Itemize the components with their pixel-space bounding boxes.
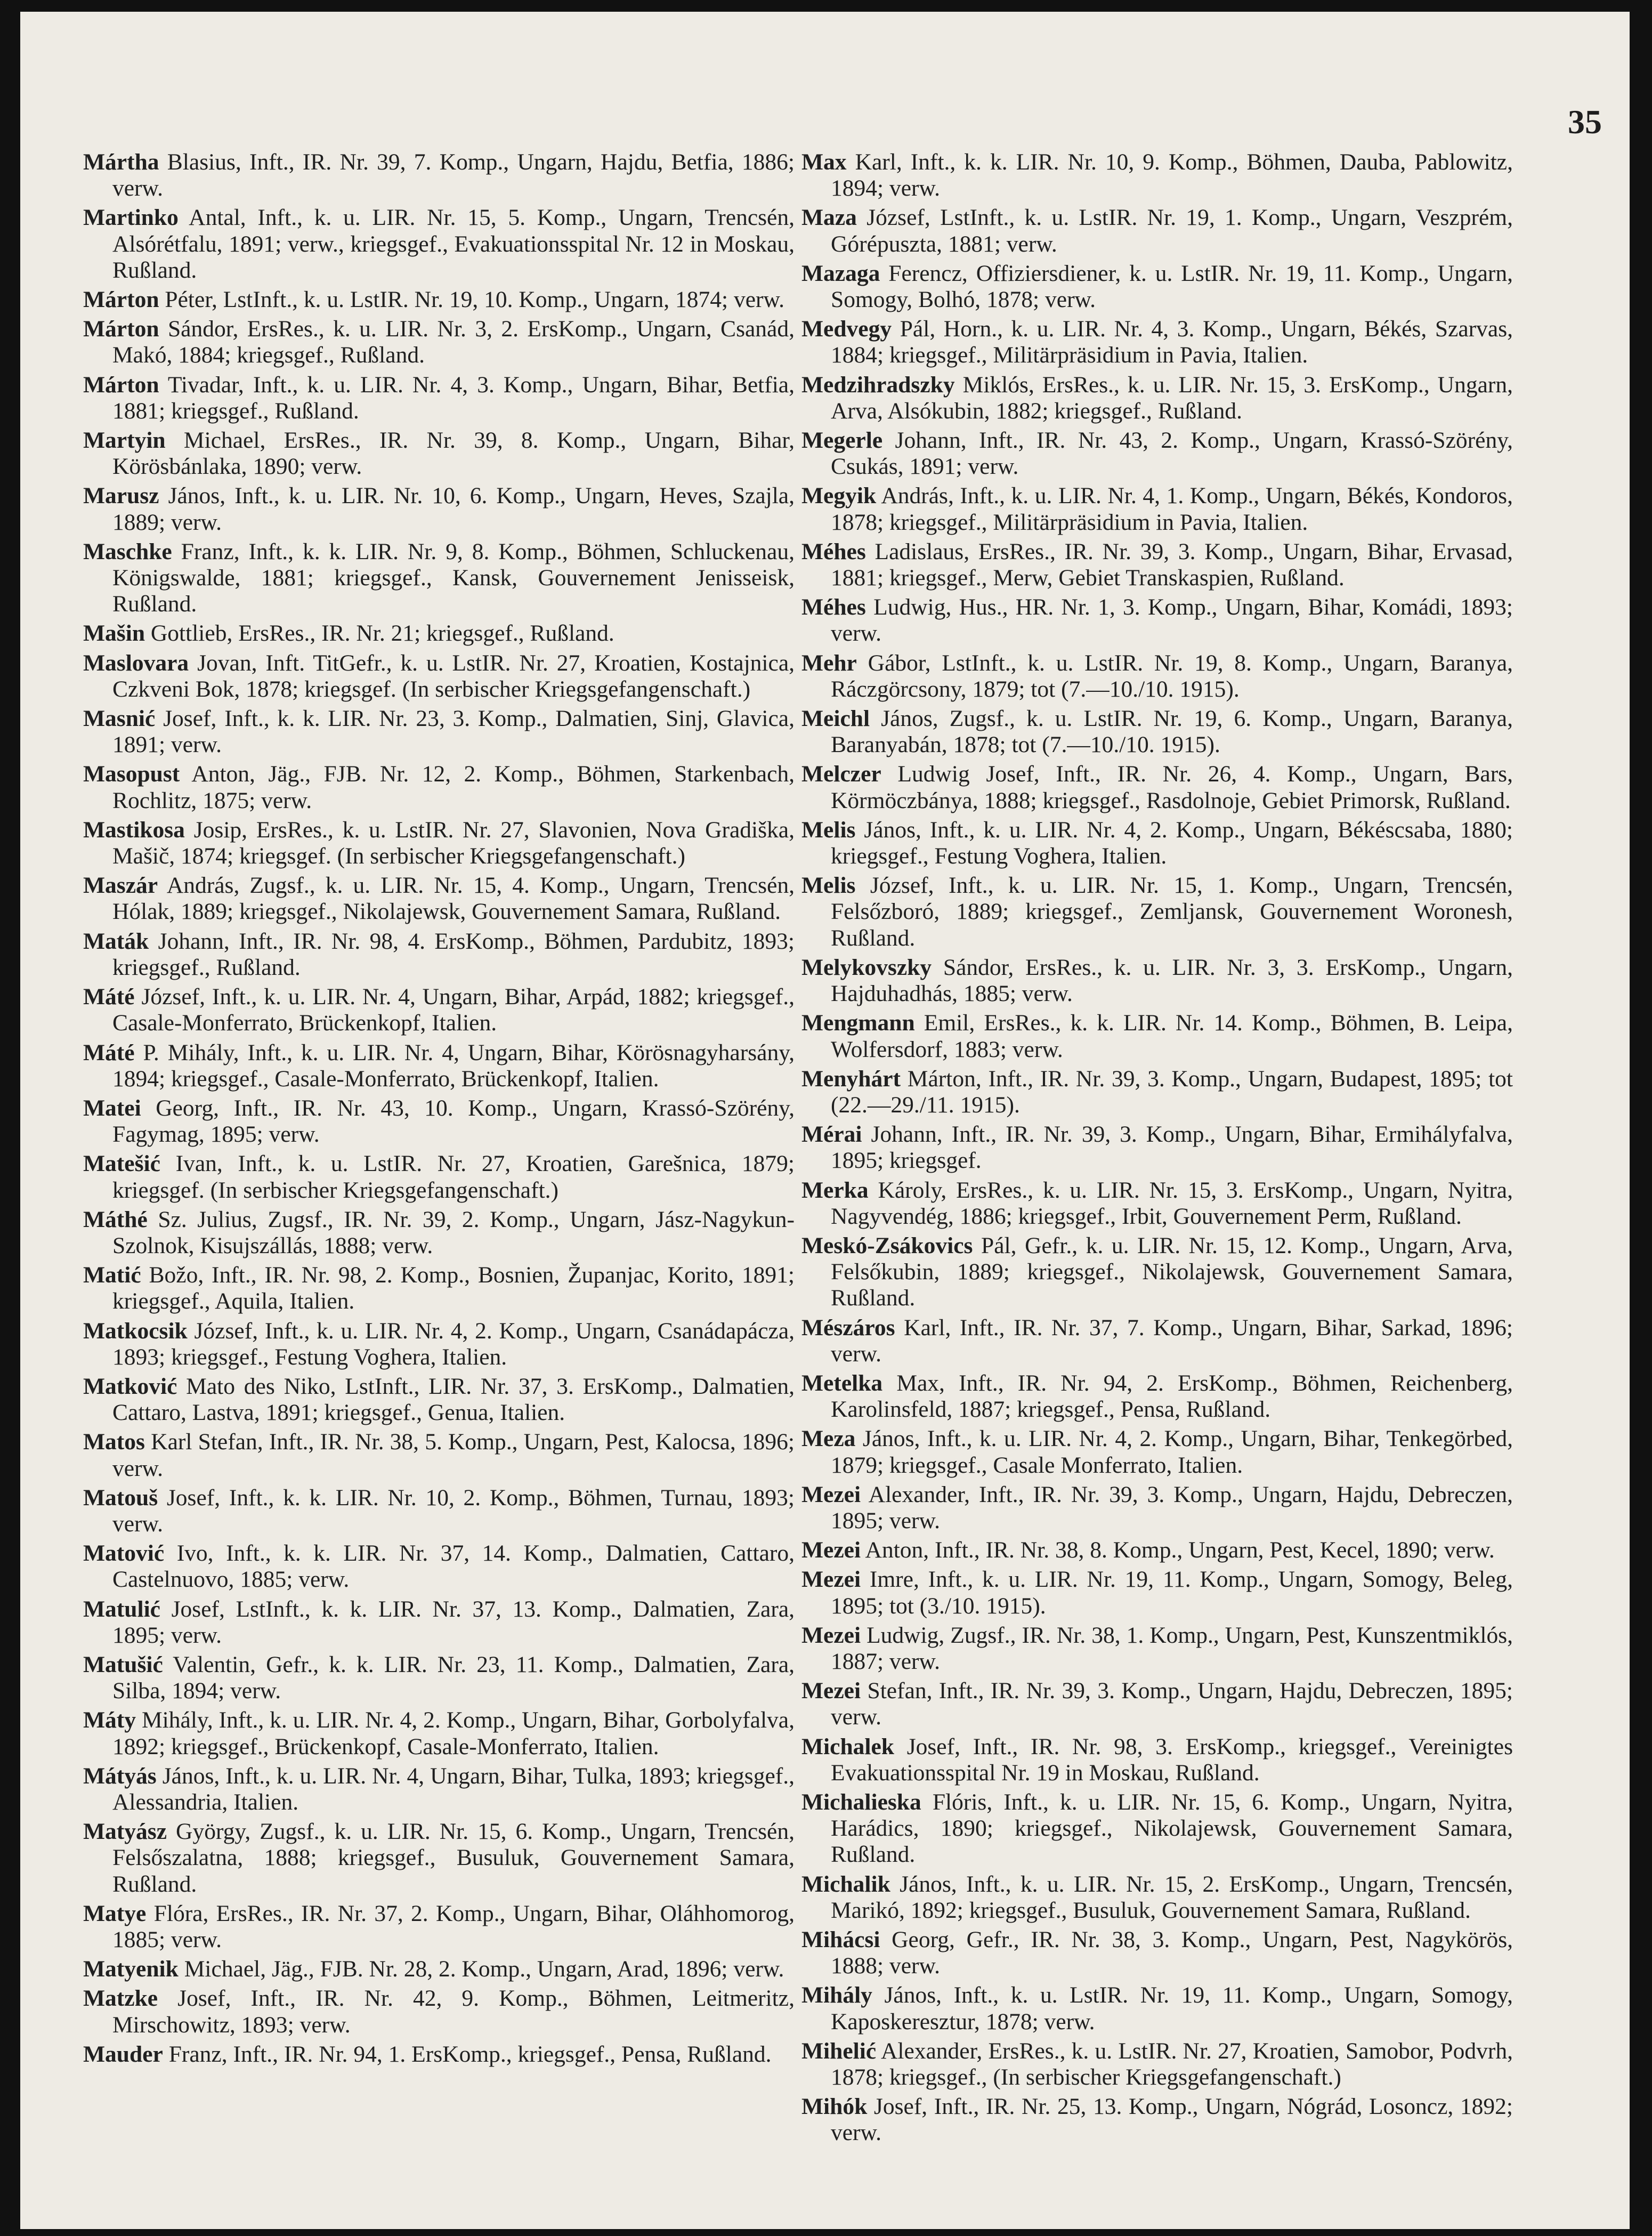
entry-surname: Máté [83, 984, 135, 1010]
entry-details: Max, Inft., IR. Nr. 94, 2. ErsKomp., Böhmen, Reichenberg, Karolinsfeld, 1887; kriegsgef., Pensa, Rußland. [831, 1370, 1513, 1423]
list-item [83, 620, 795, 647]
entry-details: Georg, Inft., IR. Nr. 43, 10. Komp., Ungarn, Krassó-Szörény, Fagymag, 1895; verw. [112, 1095, 795, 1148]
entry-surname: Mihók [801, 2094, 868, 2120]
list-item [801, 706, 1513, 758]
list-item [83, 1040, 795, 1092]
list-item [83, 1485, 795, 1537]
entry-surname: Megerle [801, 427, 883, 454]
entry-details: János, Zugsf., k. u. LstIR. Nr. 19, 6. Komp., Ungarn, Baranya, Baranyabán, 1878; tot (7.—10./10. 1915). [831, 706, 1513, 758]
list-item [801, 1537, 1513, 1563]
left-column [83, 149, 795, 2071]
list-item [83, 1429, 795, 1481]
entry-details: Sándor, ErsRes., k. u. LIR. Nr. 3, 2. ErsKomp., Ungarn, Csanád, Makó, 1884; kriegsgef., Rußland. [112, 316, 795, 368]
entry-details: Ludwig Josef, Inft., IR. Nr. 26, 4. Komp., Ungarn, Bars, Körmöczbánya, 1888; kriegsgef., Rasdolnoje, Gebiet Primorsk, Rußland. [831, 761, 1513, 813]
entry-surname: Mátyás [83, 1763, 157, 1789]
entry-surname: Maták [83, 928, 149, 954]
entry-surname: Matušić [83, 1651, 163, 1677]
entry-surname: Márton [83, 372, 159, 398]
list-item [83, 1374, 795, 1426]
entry-details: András, Zugsf., k. u. LIR. Nr. 15, 4. Komp., Ungarn, Trencsén, Hólak, 1889; kriegsgef., Nikolajewsk, Gouvernement Samara, Rußland. [112, 873, 795, 925]
entry-details: Sz. Julius, Zugsf., IR. Nr. 39, 2. Komp., Ungarn, Jász-Nagykun-Szolnok, Kisujszállás, 1888; verw. [112, 1206, 795, 1258]
list-item [83, 1985, 795, 2038]
list-item [801, 1315, 1513, 1367]
list-item [801, 539, 1513, 591]
list-item [83, 1652, 795, 1704]
entry-surname: Masopust [83, 761, 180, 787]
entry-details: András, Inft., k. u. LIR. Nr. 4, 1. Komp., Ungarn, Békés, Kondoros, 1878; kriegsgef., Militärpräsidium in Pavia, Italien. [831, 483, 1513, 535]
entry-surname: Melis [801, 817, 856, 843]
entry-surname: Melykovszky [801, 954, 932, 980]
entry-details: Gábor, LstInft., k. u. LstIR. Nr. 19, 8. Komp., Ungarn, Baranya, Ráczgörcsony, 1879; tot (7.—10./10. 1915). [831, 650, 1513, 702]
list-item [801, 1622, 1513, 1675]
entry-surname: Medzihradszky [801, 372, 955, 398]
entry-surname: Matyenik [83, 1956, 179, 1982]
entry-details: Josef, Inft., IR. Nr. 25, 13. Komp., Ungarn, Nógrád, Losoncz, 1892; verw. [831, 2094, 1513, 2146]
entry-details: Franz, Inft., IR. Nr. 94, 1. ErsKomp., kriegsgef., Pensa, Rußland. [163, 2041, 772, 2067]
list-item [83, 1095, 795, 1148]
entry-surname: Meza [801, 1426, 856, 1452]
list-item [83, 2041, 795, 2068]
entry-details: Márton, Inft., IR. Nr. 39, 3. Komp., Ungarn, Budapest, 1895; tot (22.—29./11. 1915). [831, 1065, 1513, 1118]
entry-surname: Matović [83, 1540, 165, 1567]
entry-details: Flóra, ErsRes., IR. Nr. 37, 2. Komp., Ungarn, Bihar, Oláhhomorog, 1885; verw. [112, 1900, 795, 1952]
list-item [801, 205, 1513, 257]
entry-details: Karl Stefan, Inft., IR. Nr. 38, 5. Komp., Ungarn, Pest, Kalocsa, 1896; verw. [112, 1429, 795, 1481]
entry-surname: Méhes [801, 594, 866, 620]
list-item [83, 650, 795, 703]
list-item [801, 955, 1513, 1007]
list-item [83, 1151, 795, 1203]
entry-details: János, Inft., k. u. LIR. Nr. 10, 6. Komp., Ungarn, Heves, Szajla, 1889; verw. [112, 483, 795, 535]
entry-surname: Mihácsi [801, 1927, 880, 1952]
entry-details: József, Inft., k. u. LIR. Nr. 4, Ungarn, Bihar, Arpád, 1882; kriegsgef., Casale-Monferrato, Brückenkopf, Italien. [112, 984, 795, 1036]
list-item [83, 761, 795, 813]
list-item [83, 929, 795, 981]
list-item [83, 1763, 795, 1815]
entry-surname: Michalik [801, 1871, 890, 1897]
entry-surname: Mezei [801, 1567, 861, 1593]
list-item [801, 873, 1513, 951]
list-item [83, 427, 795, 480]
list-item [801, 1370, 1513, 1423]
entry-surname: Medvegy [801, 316, 892, 342]
list-item [83, 205, 795, 284]
entry-details: József, Inft., k. u. LIR. Nr. 4, 2. Komp., Ungarn, Csanádapácza, 1893; kriegsgef., Festung Voghera, Italien. [112, 1318, 795, 1370]
entry-details: Ivo, Inft., k. k. LIR. Nr. 37, 14. Komp., Dalmatien, Cattaro, Castelnuovo, 1885; verw. [112, 1540, 795, 1593]
entry-details: Franz, Inft., k. k. LIR. Nr. 9, 8. Komp., Böhmen, Schluckenau, Königswalde, 1881; kriegsgef., Kansk, Gouvernement Jenisseisk, Rußland. [112, 538, 795, 617]
list-item [801, 594, 1513, 647]
list-item [83, 372, 795, 424]
entry-details: Gottlieb, ErsRes., IR. Nr. 21; kriegsgef., Rußland. [145, 620, 614, 647]
right-column [801, 149, 1513, 2150]
list-item [83, 1262, 795, 1314]
document-page [20, 12, 1630, 2229]
entry-surname: Matos [83, 1429, 145, 1455]
entry-surname: Metelka [801, 1370, 883, 1396]
list-item [801, 650, 1513, 703]
entry-surname: Michalieska [801, 1789, 921, 1815]
entry-details: Josef, Inft., IR. Nr. 98, 3. ErsKomp., kriegsgef., Vereinigtes Evakuationsspital Nr. 19 in Moskau, Rußland. [831, 1733, 1513, 1786]
list-item [83, 873, 795, 925]
entry-details: Stefan, Inft., IR. Nr. 39, 3. Komp., Ungarn, Hajdu, Debreczen, 1895; verw. [831, 1678, 1513, 1730]
entry-details: Anton, Inft., IR. Nr. 38, 8. Komp., Ungarn, Pest, Kecel, 1890; verw. [861, 1537, 1495, 1563]
entry-surname: Mezei [801, 1537, 861, 1563]
entry-details: Johann, Inft., IR. Nr. 39, 3. Komp., Ungarn, Bihar, Ermihályfalva, 1895; kriegsgef. [831, 1121, 1513, 1174]
entry-details: Emil, ErsRes., k. k. LIR. Nr. 14. Komp., Böhmen, B. Leipa, Wolfersdorf, 1883; verw. [831, 1010, 1513, 1062]
entry-details: János, Inft., k. u. LstIR. Nr. 19, 11. Komp., Ungarn, Somogy, Kaposkeresztur, 1878; verw. [831, 1982, 1513, 2035]
list-item [801, 1233, 1513, 1312]
entry-surname: Maza [801, 205, 857, 231]
entry-details: Ludwig, Hus., HR. Nr. 1, 3. Komp., Ungarn, Bihar, Komádi, 1893; verw. [831, 594, 1513, 647]
list-item [801, 1066, 1513, 1118]
entry-surname: Méhes [801, 538, 866, 564]
entry-surname: Mauder [83, 2041, 163, 2067]
entry-details: Ludwig, Zugsf., IR. Nr. 38, 1. Komp., Ungarn, Pest, Kunszentmiklós, 1887; verw. [831, 1622, 1513, 1674]
entry-surname: Márton [83, 316, 159, 342]
list-item [83, 984, 795, 1036]
list-item [83, 539, 795, 618]
list-item [83, 706, 795, 758]
list-item [83, 316, 795, 368]
entry-surname: Matei [83, 1095, 141, 1121]
entry-surname: Máté [83, 1039, 135, 1065]
entry-details: P. Mihály, Inft., k. u. LIR. Nr. 4, Ungarn, Bihar, Körösnagyharsány, 1894; kriegsgef., Casale-Monferrato, Brückenkopf, Italien. [112, 1039, 795, 1092]
list-item [83, 1956, 795, 1982]
list-item [801, 1482, 1513, 1534]
entry-surname: Mészáros [801, 1314, 895, 1341]
list-item [801, 1567, 1513, 1619]
list-item [83, 1596, 795, 1649]
entry-details: Ladislaus, ErsRes., IR. Nr. 39, 3. Komp., Ungarn, Bihar, Ervasad, 1881; kriegsgef., Merw, Gebiet Transkaspien, Rußland. [831, 538, 1513, 591]
entry-details: János, Inft., k. u. LIR. Nr. 15, 2. ErsKomp., Ungarn, Trencsén, Marikó, 1892; kriegsgef., Busuluk, Gouvernement Samara, Rußland. [831, 1871, 1513, 1923]
entry-details: Karl, Inft., k. k. LIR. Nr. 10, 9. Komp., Böhmen, Dauba, Pablowitz, 1894; verw. [831, 149, 1513, 201]
list-item [801, 1177, 1513, 1230]
entry-details: Josef, Inft., IR. Nr. 42, 9. Komp., Böhmen, Leitmeritz, Mirschowitz, 1893; verw. [112, 1985, 795, 2038]
entry-details: Josip, ErsRes., k. u. LstIR. Nr. 27, Slavonien, Nova Gradiška, Mašič, 1874; kriegsgef. (In serbischer Kriegsgefangenschaft.) [112, 817, 795, 869]
entry-details: Karl, Inft., IR. Nr. 37, 7. Komp., Ungarn, Bihar, Sarkad, 1896; verw. [831, 1314, 1513, 1367]
list-item [801, 1426, 1513, 1478]
entry-surname: Merka [801, 1177, 869, 1203]
entry-details: Tivadar, Inft., k. u. LIR. Nr. 4, 3. Komp., Ungarn, Bihar, Betfia, 1881; kriegsgef., Rußland. [112, 372, 795, 424]
entry-details: Imre, Inft., k. u. LIR. Nr. 19, 11. Komp., Ungarn, Somogy, Beleg, 1895; tot (3./10. 1915). [831, 1567, 1513, 1619]
entry-details: Josef, LstInft., k. k. LIR. Nr. 37, 13. Komp., Dalmatien, Zara, 1895; verw. [112, 1596, 795, 1648]
entry-surname: Meskó-Zsákovics [801, 1232, 973, 1258]
list-item [801, 1871, 1513, 1924]
entry-surname: Matković [83, 1373, 177, 1399]
entry-surname: Mezei [801, 1622, 861, 1648]
entry-details: János, Inft., k. u. LIR. Nr. 4, Ungarn, Bihar, Tulka, 1893; kriegsgef., Alessandria, Italien. [112, 1763, 795, 1815]
entry-surname: Máthé [83, 1206, 148, 1232]
entry-details: János, Inft., k. u. LIR. Nr. 4, 2. Komp., Ungarn, Bihar, Tenkegörbed, 1879; kriegsgef., Casale Monferrato, Italien. [831, 1426, 1513, 1478]
entry-surname: Melczer [801, 761, 881, 787]
list-item [801, 2094, 1513, 2146]
entry-surname: Mihelić [801, 2038, 877, 2064]
entry-details: Mihály, Inft., k. u. LIR. Nr. 4, 2. Komp., Ungarn, Bihar, Gorbolyfalva, 1892; kriegsgef., Brückenkopf, Casale-Monferrato, Italien. [112, 1707, 795, 1759]
entry-details: Josef, Inft., k. k. LIR. Nr. 23, 3. Komp., Dalmatien, Sinj, Glavica, 1891; verw. [112, 706, 795, 758]
entry-surname: Márton [83, 287, 159, 313]
list-item [83, 149, 795, 201]
entry-details: Pál, Gefr., k. u. LIR. Nr. 15, 12. Komp., Ungarn, Arva, Felsőkubin, 1889; kriegsgef., Nikolajewsk, Gouvernement Samara, Rußland. [831, 1232, 1513, 1311]
entry-details: Anton, Jäg., FJB. Nr. 12, 2. Komp., Böhmen, Starkenbach, Rochlitz, 1875; verw. [112, 761, 795, 813]
list-item [83, 1819, 795, 1898]
entry-surname: Mezei [801, 1678, 861, 1704]
entry-details: Johann, Inft., IR. Nr. 98, 4. ErsKomp., Böhmen, Pardubitz, 1893; kriegsgef., Rußland. [112, 928, 795, 980]
list-item [83, 1540, 795, 1593]
entry-details: Miklós, ErsRes., k. u. LIR. Nr. 15, 3. ErsKomp., Ungarn, Arva, Alsókubin, 1882; kriegsgef., Rußland. [831, 372, 1513, 424]
list-item [83, 483, 795, 535]
entry-surname: Matye [83, 1900, 147, 1926]
entry-surname: Maschke [83, 538, 172, 564]
list-item [801, 1982, 1513, 2035]
entry-surname: Matkocsik [83, 1318, 188, 1344]
entry-surname: Maszár [83, 873, 158, 899]
entry-details: Jovan, Inft. TitGefr., k. u. LstIR. Nr. 27, Kroatien, Kostajnica, Czkveni Bok, 1878; kriegsgef. (In serbischer Kriegsgefangenschaft.) [112, 650, 795, 702]
entry-surname: Meichl [801, 706, 870, 732]
page-number: 35 [1568, 103, 1602, 141]
entry-details: Valentin, Gefr., k. k. LIR. Nr. 23, 11. Komp., Dalmatien, Zara, Silba, 1894; verw. [112, 1651, 795, 1704]
entry-surname: Melis [801, 873, 856, 899]
entry-surname: Masnić [83, 706, 156, 732]
list-item [83, 1318, 795, 1370]
entry-details: György, Zugsf., k. u. LIR. Nr. 15, 6. Komp., Ungarn, Trencsén, Felsőszalatna, 1888; kriegsgef., Busuluk, Gouvernement Samara, Rußland. [112, 1819, 795, 1897]
list-item [801, 1927, 1513, 1979]
list-item [801, 1789, 1513, 1868]
entry-surname: Mengmann [801, 1010, 915, 1036]
entry-details: Božo, Inft., IR. Nr. 98, 2. Komp., Bosnien, Županjac, Korito, 1891; kriegsgef., Aquila, Italien. [112, 1262, 795, 1314]
entry-details: Károly, ErsRes., k. u. LIR. Nr. 15, 3. ErsKomp., Ungarn, Nyitra, Nagyvendég, 1886; kriegsgef., Irbit, Gouvernement Perm, Rußland. [831, 1177, 1513, 1229]
entry-surname: Mérai [801, 1121, 862, 1148]
entry-surname: Matić [83, 1262, 141, 1288]
entry-surname: Mastikosa [83, 817, 185, 843]
entry-surname: Megyik [801, 483, 877, 509]
entry-details: József, LstInft., k. u. LstIR. Nr. 19, 1. Komp., Ungarn, Veszprém, Górépuszta, 1881; verw. [831, 205, 1513, 257]
entry-details: Antal, Inft., k. u. LIR. Nr. 15, 5. Komp., Ungarn, Trencsén, Alsórétfalu, 1891; verw., kriegsgef., Evakuationsspital Nr. 12 in Moskau, Rußland. [112, 205, 795, 283]
list-item [801, 427, 1513, 480]
entry-surname: Mezei [801, 1481, 861, 1507]
entry-details: Ferencz, Offiziersdiener, k. u. LstIR. Nr. 19, 11. Komp., Ungarn, Somogy, Bolhó, 1878; verw. [831, 260, 1513, 313]
entry-details: Blasius, Inft., IR. Nr. 39, 7. Komp., Ungarn, Hajdu, Betfia, 1886; verw. [112, 149, 795, 201]
list-item [801, 2038, 1513, 2090]
entry-details: Péter, LstInft., k. u. LstIR. Nr. 19, 10. Komp., Ungarn, 1874; verw. [159, 287, 784, 313]
entry-surname: Mártha [83, 149, 159, 175]
list-item [801, 261, 1513, 313]
entry-details: Pál, Horn., k. u. LIR. Nr. 4, 3. Komp., Ungarn, Békés, Szarvas, 1884; kriegsgef., Militärpräsidium in Pavia, Italien. [831, 316, 1513, 368]
entry-surname: Mazaga [801, 260, 880, 286]
entry-surname: Marusz [83, 483, 159, 509]
list-item [801, 1678, 1513, 1730]
entry-details: Josef, Inft., k. k. LIR. Nr. 10, 2. Komp., Böhmen, Turnau, 1893; verw. [112, 1484, 795, 1537]
list-item [83, 1901, 795, 1953]
entry-surname: Menyhárt [801, 1065, 901, 1092]
list-item [801, 316, 1513, 368]
list-item [83, 1707, 795, 1759]
list-item [801, 1121, 1513, 1174]
entry-details: Flóris, Inft., k. u. LIR. Nr. 15, 6. Komp., Ungarn, Nyitra, Harádics, 1890; kriegsgef., Nikolajewsk, Gouvernement Samara, Rußland. [831, 1789, 1513, 1868]
list-item [801, 1734, 1513, 1786]
entry-details: Ivan, Inft., k. u. LstIR. Nr. 27, Kroatien, Garešnica, 1879; kriegsgef. (In serbischer Kriegsgefangenschaft.) [112, 1151, 795, 1203]
entry-surname: Maslovara [83, 650, 189, 676]
entry-surname: Matyász [83, 1819, 167, 1845]
entry-surname: Max [801, 149, 847, 175]
entry-surname: Matzke [83, 1985, 158, 2012]
entry-details: Michael, ErsRes., IR. Nr. 39, 8. Komp., Ungarn, Bihar, Körösbánlaka, 1890; verw. [112, 427, 795, 480]
list-item [801, 1010, 1513, 1062]
entry-details: Alexander, Inft., IR. Nr. 39, 3. Komp., Ungarn, Hajdu, Debreczen, 1895; verw. [831, 1481, 1513, 1533]
entry-surname: Matešić [83, 1151, 160, 1177]
entry-surname: Matulić [83, 1596, 160, 1622]
entry-details: Johann, Inft., IR. Nr. 43, 2. Komp., Ungarn, Krassó-Szörény, Csukás, 1891; verw. [831, 427, 1513, 480]
entry-surname: Mehr [801, 650, 857, 676]
list-item [83, 1207, 795, 1259]
entry-surname: Michalek [801, 1733, 894, 1759]
list-item [83, 287, 795, 313]
entry-details: Sándor, ErsRes., k. u. LIR. Nr. 3, 3. ErsKomp., Ungarn, Hajduhadhás, 1885; verw. [831, 954, 1513, 1007]
entry-details: János, Inft., k. u. LIR. Nr. 4, 2. Komp., Ungarn, Békéscsaba, 1880; kriegsgef., Festung Voghera, Italien. [831, 817, 1513, 869]
list-item [83, 817, 795, 869]
entry-details: Alexander, ErsRes., k. u. LstIR. Nr. 27, Kroatien, Samobor, Podvrh, 1878; kriegsgef., (In serbischer Kriegsgefangenschaft.) [831, 2038, 1513, 2090]
list-item [801, 149, 1513, 201]
list-item [801, 483, 1513, 535]
entry-details: József, Inft., k. u. LIR. Nr. 15, 1. Komp., Ungarn, Trencsén, Felsőzboró, 1889; kriegsgef., Zemljansk, Gouvernement Woronesh, Rußland. [831, 873, 1513, 951]
entry-surname: Matouš [83, 1484, 158, 1511]
entry-surname: Martyin [83, 427, 166, 454]
entry-details: Georg, Gefr., IR. Nr. 38, 3. Komp., Ungarn, Pest, Nagykörös, 1888; verw. [831, 1927, 1513, 1979]
list-item [801, 372, 1513, 424]
entry-surname: Mašin [83, 620, 145, 647]
entry-surname: Martinko [83, 205, 179, 231]
list-item [801, 761, 1513, 813]
list-item [801, 817, 1513, 869]
entry-surname: Máty [83, 1707, 136, 1733]
entry-surname: Mihály [801, 1982, 872, 2008]
entry-details: Mato des Niko, LstInft., LIR. Nr. 37, 3. ErsKomp., Dalmatien, Cattaro, Lastva, 1891; kriegsgef., Genua, Italien. [112, 1373, 795, 1426]
entry-details: Michael, Jäg., FJB. Nr. 28, 2. Komp., Ungarn, Arad, 1896; verw. [178, 1956, 784, 1982]
